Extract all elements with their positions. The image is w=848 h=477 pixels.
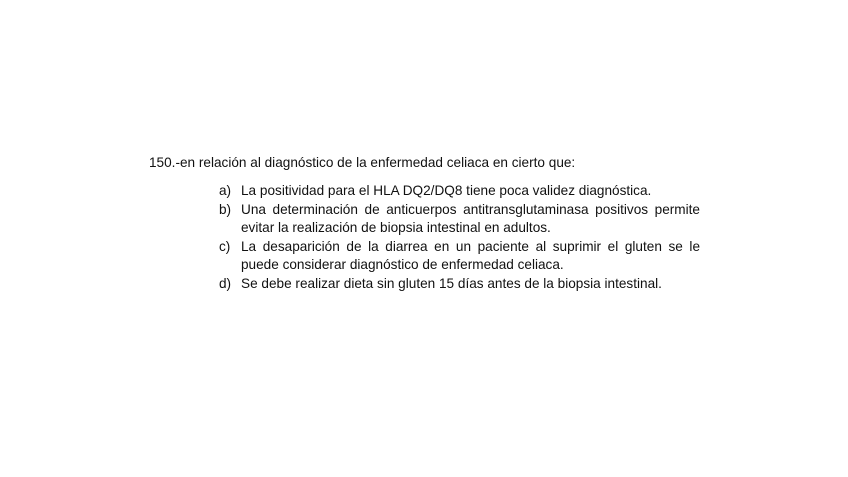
option-letter: d) bbox=[219, 275, 232, 291]
option-c bbox=[219, 238, 700, 275]
option-a bbox=[219, 182, 700, 201]
option-b bbox=[219, 201, 700, 238]
option-letter: c) bbox=[219, 238, 231, 254]
option-text: Una determinación de anticuerpos antitransglutaminasa positivos permite evitar la realización de biopsia intestinal en adultos. bbox=[241, 201, 700, 235]
option-letter: a) bbox=[219, 183, 232, 198]
option-text: La desaparición de la diarrea en un paciente al suprimir el gluten se le puede considerar diagnóstico de enfermedad celiaca. bbox=[241, 238, 700, 272]
option-letter: b) bbox=[219, 201, 232, 217]
answer-options bbox=[149, 182, 709, 293]
question-block bbox=[149, 153, 709, 293]
option-d bbox=[219, 275, 700, 294]
option-text: Se debe realizar dieta sin gluten 15 días antes de la biopsia intestinal. bbox=[241, 275, 662, 291]
question-stem: 150.-en relación al diagnóstico de la enfermedad celiaca en cierto que: bbox=[149, 155, 576, 170]
option-text: La positividad para el HLA DQ2/DQ8 tiene poca validez diagnóstica. bbox=[241, 183, 652, 198]
